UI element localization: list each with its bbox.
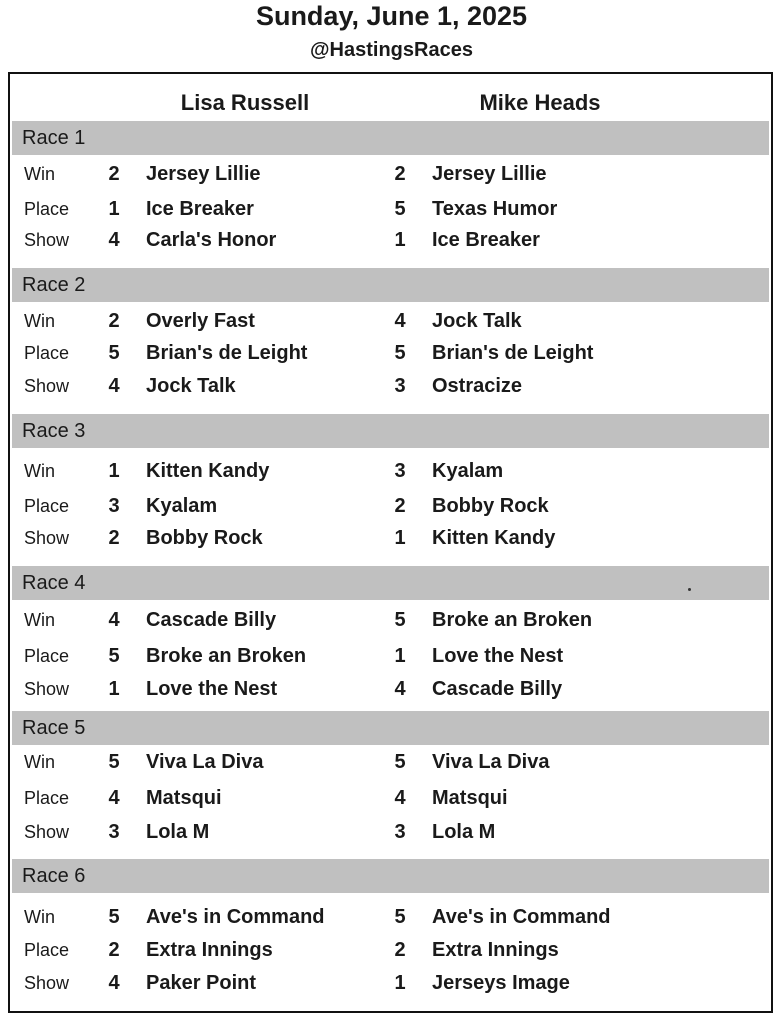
lisa-horse-number: 5 (108, 342, 120, 364)
mike-horse-number: 1 (394, 645, 406, 667)
lisa-horse-number: 5 (108, 751, 120, 773)
lisa-horse-name: Ice Breaker (146, 198, 254, 220)
lisa-horse-name: Viva La Diva (146, 751, 264, 773)
lisa-horse-number: 1 (108, 460, 120, 482)
finish-position: Place (24, 788, 70, 808)
pick-row (10, 605, 767, 635)
pick-row (10, 968, 767, 998)
race-header (12, 268, 769, 302)
lisa-horse-number: 4 (108, 972, 120, 994)
finish-position: Place (24, 343, 70, 363)
mike-horse-name: Kyalam (432, 460, 504, 482)
mike-horse-number: 5 (394, 198, 406, 220)
pick-row (10, 159, 767, 189)
finish-position: Win (24, 610, 55, 630)
mike-horse-number: 3 (394, 460, 406, 482)
lisa-horse-name: Broke an Broken (146, 645, 307, 667)
mike-horse-name: Texas Humor (432, 198, 558, 220)
lisa-horse-name: Love the Nest (146, 678, 278, 700)
mike-horse-number: 5 (394, 609, 406, 631)
picks-sheet (8, 72, 773, 1013)
race-header (12, 121, 769, 155)
pick-row (10, 783, 767, 813)
mike-horse-number: 3 (394, 821, 406, 843)
page-subtitle: @HastingsRaces (310, 39, 473, 61)
lisa-horse-name: Brian's de Leight (146, 342, 308, 364)
finish-position: Win (24, 907, 55, 927)
race-header (12, 414, 769, 448)
mike-horse-number: 3 (394, 375, 406, 397)
mike-horse-number: 5 (394, 342, 406, 364)
mike-horse-name: Viva La Diva (432, 751, 550, 773)
lisa-horse-name: Jersey Lillie (146, 163, 261, 185)
pick-row (10, 306, 767, 336)
finish-position: Show (24, 230, 70, 250)
race-label: Race 4 (22, 572, 86, 594)
lisa-horse-name: Ave's in Command (146, 906, 325, 928)
mike-horse-number: 2 (394, 163, 406, 185)
mike-horse-number: 4 (394, 310, 406, 332)
lisa-horse-number: 4 (108, 229, 120, 251)
pick-row (10, 935, 767, 965)
finish-position: Show (24, 973, 70, 993)
pick-row (10, 371, 767, 401)
finish-position: Win (24, 164, 55, 184)
lisa-horse-name: Extra Innings (146, 939, 273, 961)
race-header (12, 859, 769, 893)
race-header (12, 566, 769, 600)
pick-row (10, 641, 767, 671)
pick-row (10, 456, 767, 486)
mike-horse-number: 2 (394, 495, 406, 517)
pick-row (10, 491, 767, 521)
lisa-horse-name: Jock Talk (146, 375, 236, 397)
mike-horse-name: Jerseys Image (432, 972, 570, 994)
mike-horse-number: 5 (394, 906, 406, 928)
finish-position: Win (24, 311, 55, 331)
mike-horse-name: Jock Talk (432, 310, 522, 332)
finish-position: Show (24, 679, 70, 699)
lisa-horse-number: 2 (108, 163, 120, 185)
lisa-horse-number: 2 (108, 939, 120, 961)
mike-horse-name: Cascade Billy (432, 678, 563, 700)
lisa-horse-name: Carla's Honor (146, 229, 277, 251)
lisa-horse-number: 3 (108, 495, 120, 517)
pick-row (10, 747, 767, 777)
race-label: Race 2 (22, 274, 86, 296)
lisa-horse-number: 1 (108, 678, 120, 700)
mike-horse-name: Broke an Broken (432, 609, 593, 631)
lisa-horse-name: Paker Point (146, 972, 257, 994)
mike-horse-name: Brian's de Leight (432, 342, 594, 364)
race-label: Race 3 (22, 420, 86, 442)
mike-horse-number: 4 (394, 678, 406, 700)
pick-row (10, 194, 767, 224)
mike-horse-name: Bobby Rock (432, 495, 549, 517)
race-header (12, 711, 769, 745)
pick-row (10, 225, 767, 255)
finish-position: Show (24, 376, 70, 396)
lisa-horse-name: Kitten Kandy (146, 460, 270, 482)
mike-horse-name: Ave's in Command (432, 906, 611, 928)
pick-row (10, 338, 767, 368)
mike-horse-name: Lola M (432, 821, 496, 843)
mike-horse-name: Matsqui (432, 787, 508, 809)
lisa-horse-number: 2 (108, 527, 120, 549)
lisa-horse-number: 4 (108, 375, 120, 397)
finish-position: Place (24, 199, 70, 219)
mike-horse-number: 1 (394, 972, 406, 994)
lisa-horse-name: Kyalam (146, 495, 218, 517)
pick-row (10, 523, 767, 553)
lisa-horse-name: Bobby Rock (146, 527, 263, 549)
mike-horse-number: 5 (394, 751, 406, 773)
lisa-horse-number: 3 (108, 821, 120, 843)
mike-horse-name: Extra Innings (432, 939, 559, 961)
mike-horse-number: 4 (394, 787, 406, 809)
mike-horse-name: Kitten Kandy (432, 527, 556, 549)
mike-horse-number: 1 (394, 527, 406, 549)
mike-horse-name: Ice Breaker (432, 229, 540, 251)
race-label: Race 6 (22, 865, 86, 887)
lisa-horse-name: Matsqui (146, 787, 222, 809)
finish-position: Win (24, 461, 55, 481)
column-header-mike-heads: Mike Heads (479, 90, 601, 115)
mike-horse-name: Ostracize (432, 375, 523, 397)
page-title: Sunday, June 1, 2025 (255, 1, 528, 31)
lisa-horse-number: 2 (108, 310, 120, 332)
lisa-horse-number: 5 (108, 906, 120, 928)
mike-horse-number: 1 (394, 229, 406, 251)
lisa-horse-name: Overly Fast (146, 310, 255, 332)
lisa-horse-number: 4 (108, 609, 120, 631)
race-label: Race 5 (22, 717, 86, 739)
mike-horse-name: Love the Nest (432, 645, 564, 667)
finish-position: Show (24, 822, 70, 842)
lisa-horse-number: 1 (108, 198, 120, 220)
finish-position: Place (24, 940, 70, 960)
lisa-horse-number: 5 (108, 645, 120, 667)
race-label: Race 1 (22, 127, 86, 149)
lisa-horse-name: Lola M (146, 821, 210, 843)
column-header-lisa-russell: Lisa Russell (180, 90, 310, 115)
lisa-horse-name: Cascade Billy (146, 609, 277, 631)
finish-position: Place (24, 646, 70, 666)
stray-dot (688, 588, 691, 591)
mike-horse-number: 2 (394, 939, 406, 961)
finish-position: Win (24, 752, 55, 772)
pick-row (10, 817, 767, 847)
lisa-horse-number: 4 (108, 787, 120, 809)
finish-position: Show (24, 528, 70, 548)
pick-row (10, 902, 767, 932)
finish-position: Place (24, 496, 70, 516)
mike-horse-name: Jersey Lillie (432, 163, 547, 185)
pick-row (10, 674, 767, 704)
